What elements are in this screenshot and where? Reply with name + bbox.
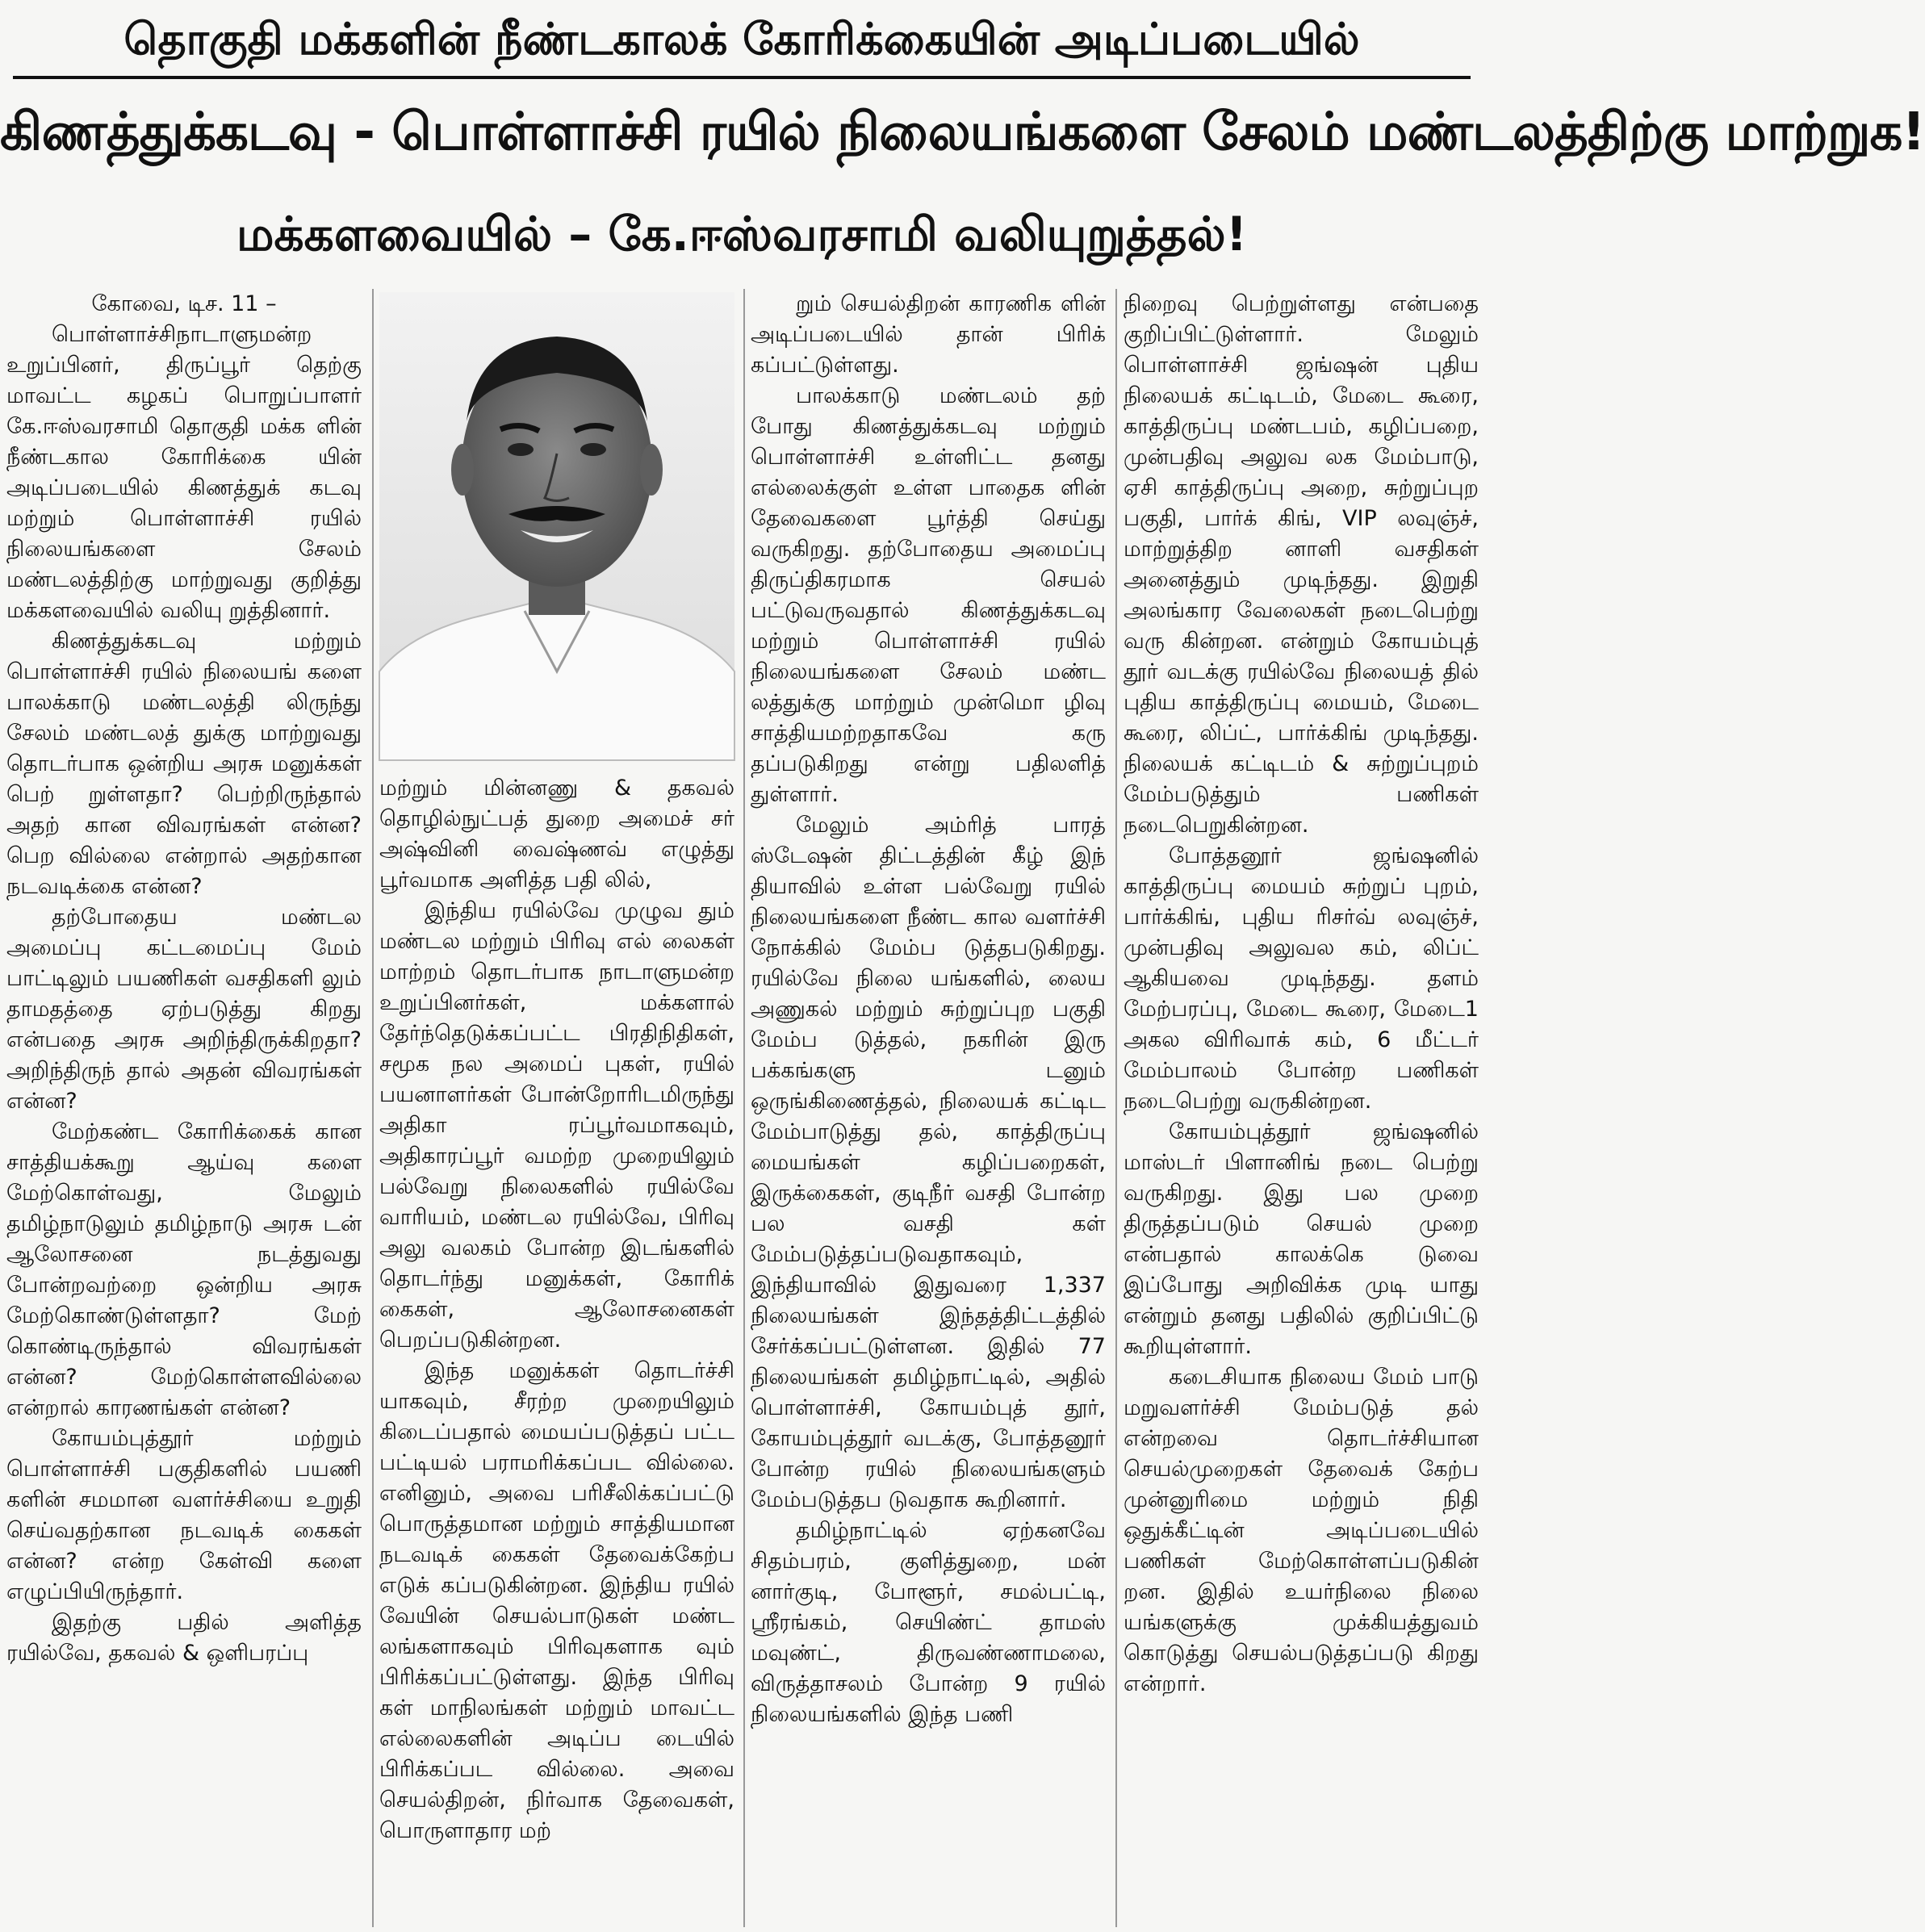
column-divider: [1115, 289, 1117, 1927]
paragraph: தமிழ்நாட்டில் ஏற்கனவே சிதம்பரம், குளித்துறை, மன் னார்குடி, போளூர், சமல்பட்டி, ஸ்ரீரங்கம், செயிண்ட் தாமஸ் மவுண்ட், திருவண்ணாமலை, விருத்தாசலம் போன்ற 9 ரயில் நிலையங்களில் இந்த பணி: [751, 1518, 1106, 1727]
paragraph: மேற்கண்ட கோரிக்கைக் கான சாத்தியக்கூறு ஆய்வு களை மேற்கொள்வது, மேலும் தமிழ்நாடுலும் தமிழ்நாடு அரசு டன் ஆலோசனை நடத்துவது போன்றவற்றை ஒன்றிய அரசு மேற்கொண்டுள்ளதா? மேற் கொண்டிருந்தால் விவரங்கள் என்ன? மேற்கொள்ளவில்லை என்றால் காரணங்கள் என்ன?: [6, 1119, 362, 1420]
article-column-1: [6, 289, 362, 1927]
paragraph: இதற்கு பதில் அளித்த ரயில்வே, தகவல் & ஒளிபரப்பு: [6, 1610, 362, 1666]
paragraph: மற்றும் மின்னணு & தகவல் தொழில்நுட்பத் துறை அமைச் சர் அஷ்வினி வைஷ்ணவ் எழுத்து பூர்வமாக அளித்த பதி லில்,: [379, 776, 734, 893]
dateline: கோவை, டிச. 11 –: [91, 291, 277, 316]
paragraph: நிறைவு பெற்றுள்ளது என்பதை குறிப்பிட்டுள்ளார். மேலும் பொள்ளாச்சி ஜங்ஷன் புதிய நிலையக் கட்டிடம், மேடை கூரை, காத்திருப்பு மண்டபம், கழிப்பறை, முன்பதிவு அலுவ லக மேம்பாடு, ஏசி காத்திருப்பு அறை, சுற்றுப்புற பகுதி, பார்க் கிங், VIP லவுஞ்ச், மாற்றுத்திற னாளி வசதிகள் அனைத்தும் முடிந்தது. இறுதி அலங்கார வேலைகள் நடைபெற்று வரு கின்றன. என்றும் கோயம்புத் தூர் வடக்கு ரயில்வே நிலையத் தில் புதிய காத்திருப்பு மையம், மேடை கூரை, லிப்ட், பார்க்கிங் முடிந்தது. நிலையக் கட்டிடம் & சுற்றுப்புறம் மேம்படுத்தும் பணிகள் நடைபெறுகின்றன.: [1124, 291, 1479, 838]
paragraph: பாலக்காடு மண்டலம் தற் போது கிணத்துக்கடவு மற்றும் பொள்ளாச்சி உள்ளிட்ட தனது எல்லைக்குள் உள்ள பாதைக ளின் தேவைகளை பூர்த்தி செய்து வருகிறது. தற்போதைய அமைப்பு திருப்திகரமாக செயல் பட்டுவருவதால் கிணத்துக்கடவு மற்றும் பொள்ளாச்சி ரயில் நிலையங்களை சேலம் மண்ட லத்துக்கு மாற்றும் முன்மொ ழிவு சாத்தியமற்றதாகவே கரு தப்படுகிறது என்று பதிலளித் துள்ளார்.: [751, 383, 1106, 807]
paragraph: கோயம்புத்தூர் மற்றும் பொள்ளாச்சி பகுதிகளில் பயணி களின் சமமான வளர்ச்சியை உறுதி செய்வதற்கான நடவடிக் கைகள் என்ன? என்ற கேள்வி களை எழுப்பியிருந்தார்.: [6, 1426, 362, 1604]
paragraph: இந்திய ரயில்வே முழுவ தும் மண்டல மற்றும் பிரிவு எல் லைகள் மாற்றம் தொடர்பாக நாடாளுமன்ற உறுப்பினர்கள், மக்களால் தேர்ந்தெடுக்கப்பட்ட பிரதிநிதிகள், சமூக நல அமைப் புகள், ரயில் பயனாளர்கள் போன்றோரிடமிருந்து அதிகா ரப்பூர்வமாகவும், அதிகாரப்பூர் வமற்ற முறையிலும் பல்வேறு நிலைகளில் ரயில்வே வாரியம், மண்டல ரயில்வே, பிரிவு அலு வலகம் போன்ற இடங்களில் தொடர்ந்து மனுக்கள், கோரிக் கைகள், ஆலோசனைகள் பெறப்படுகின்றன.: [379, 898, 734, 1353]
article-column-2: [379, 773, 734, 1927]
paragraph: போத்தனூர் ஜங்ஷனில் காத்திருப்பு மையம் சுற்றுப் புறம், பார்க்கிங், புதிய ரிசர்வ் லவுஞ்ச், முன்பதிவு அலுவல கம், லிப்ட் ஆகியவை முடிந்தது. தளம் மேற்பரப்பு, மேடை கூரை, மேடை1 அகல விரிவாக் கம், 6 மீட்டர் மேம்பாலம் போன்ற பணிகள் நடைபெற்று வருகின்றன.: [1124, 843, 1479, 1114]
header-rule: [13, 76, 1471, 79]
kicker-headline: தொகுதி மக்களின் நீண்டகாலக் கோரிக்கையின் அடிப்படையில்: [123, 14, 1360, 65]
column-divider: [372, 289, 374, 1927]
paragraph: இந்த மனுக்கள் தொடர்ச்சி யாகவும், சீரற்ற முறையிலும் கிடைப்பதால் மையப்படுத்தப் பட்ட பட்டியல் பராமரிக்கப்பட வில்லை. எனினும், அவை பரிசீலிக்கப்பட்டு பொருத்தமான மற்றும் சாத்தியமான நடவடிக் கைகள் தேவைக்கேற்ப எடுக் கப்படுகின்றன. இந்திய ரயில் வேயின் செயல்பாடுகள் மண்ட லங்களாகவும் பிரிவுகளாக வும் பிரிக்கப்பட்டுள்ளது. இந்த பிரிவு கள் மாநிலங்கள் மற்றும் மாவட்ட எல்லைகளின் அடிப்ப டையில் பிரிக்கப்பட வில்லை. அவை செயல்திறன், நிர்வாக தேவைகள், பொருளாதார மற்: [379, 1358, 734, 1843]
article-column-4: [1124, 289, 1479, 1927]
article-column-3: [751, 289, 1106, 1927]
column-divider: [743, 289, 745, 1927]
paragraph: மேலும் அம்ரித் பாரத் ஸ்டேஷன் திட்டத்தின் கீழ் இந் தியாவில் உள்ள பல்வேறு ரயில் நிலையங்களை நீண்ட கால வளர்ச்சி நோக்கில் மேம்ப டுத்தபடுகிறது. ரயில்வே நிலை யங்களில், லைய அணுகல் மற்றும் சுற்றுப்புற பகுதி மேம்ப டுத்தல், நகரின் இரு பக்கங்களு டனும் ஒருங்கிணைத்தல், நிலையக் கட்டிட மேம்பாடுத்து தல், காத்திருப்பு மையங்கள் கழிப்பறைகள், இருக்கைகள், குடிநீர் வசதி போன்ற பல வசதி கள் மேம்படுத்தப்படுவதாகவும், இந்தியாவில் இதுவரை 1,337 நிலையங்கள் இந்தத்திட்டத்தில் சேர்க்கப்பட்டுள்ளன. இதில் 77 நிலையங்கள் தமிழ்நாட்டில், அதில் பொள்ளாச்சி, கோயம்புத் தூர், கோயம்புத்தூர் வடக்கு, போத்தனூர் போன்ற ரயில் நிலையங்களும் மேம்படுத்தப டுவதாக கூறினார்.: [751, 813, 1106, 1512]
paragraph: கடைசியாக நிலைய மேம் பாடு மறுவளர்ச்சி மேம்படுத் தல் என்றவை தொடர்ச்சியான செயல்முறைகள் தேவைக் கேற்ப முன்னுரிமை மற்றும் நிதி ஒதுக்கீட்டின் அடிப்படையில் பணிகள் மேற்கொள்ளப்படுகின் றன. இதில் உயர்நிலை நிலை யங்களுக்கு முக்கியத்துவம் கொடுத்து செயல்படுத்தப்படு கிறது என்றார்.: [1124, 1365, 1479, 1696]
paragraph: கிணத்துக்கடவு மற்றும் பொள்ளாச்சி ரயில் நிலையங் களை பாலக்காடு மண்டலத்தி லிருந்து சேலம் மண்டலத் துக்கு மாற்றுவது தொடர்பாக ஒன்றிய அரசு மனுக்கள் பெற் றுள்ளதா? பெற்றிருந்தால் அதற் கான விவரங்கள் என்ன? பெற வில்லை என்றால் அதற்கான நடவடிக்கை என்ன?: [6, 629, 362, 899]
paragraph: தற்போதைய மண்டல அமைப்பு கட்டமைப்பு மேம் பாட்டிலும் பயணிகள் வசதிகளி லும் தாமதத்தை ஏற்படுத்து கிறது என்பதை அரசு அறிந்திருக்கிறதா? அறிந்திருந் தால் அதன் விவரங்கள் என்ன?: [6, 905, 362, 1114]
sub-headline: மக்களவையில் – கே.ஈஸ்வரசாமி வலியுறுத்தல்!: [236, 207, 1248, 261]
mp-portrait-photo: [379, 292, 734, 760]
paragraph: கோயம்புத்தூர் ஜங்ஷனில் மாஸ்டர் பிளானிங் நடை பெற்று வருகிறது. இது பல முறை திருத்தப்படும் செயல் முறை என்பதால் காலக்கெ டுவை இப்போது அறிவிக்க முடி யாது என்றும் தனது பதிலில் குறிப்பிட்டு கூறியுள்ளார்.: [1124, 1119, 1479, 1359]
main-headline: கிணத்துக்கடவு - பொள்ளாச்சி ரயில் நிலையங்களை சேலம் மண்டலத்திற்கு மாற்றுக!: [0, 102, 1925, 162]
paragraph: பொள்ளாச்சிநாடாளுமன்ற உறுப்பினர், திருப்பூர் தெற்கு மாவட்ட கழகப் பொறுப்பாளர் கே.ஈஸ்வரசாமி தொகுதி மக்க ளின் நீண்டகால கோரிக்கை யின் அடிப்படையில் கிணத்துக் கடவு மற்றும் பொள்ளாச்சி ரயில் நிலையங்களை சேலம் மண்டலத்திற்கு மாற்றுவது குறித்து மக்களவையில் வலியு றுத்தினார்.: [6, 322, 362, 623]
paragraph: றும் செயல்திறன் காரணிக ளின் அடிப்படையில் தான் பிரிக் கப்பட்டுள்ளது.: [751, 291, 1106, 378]
